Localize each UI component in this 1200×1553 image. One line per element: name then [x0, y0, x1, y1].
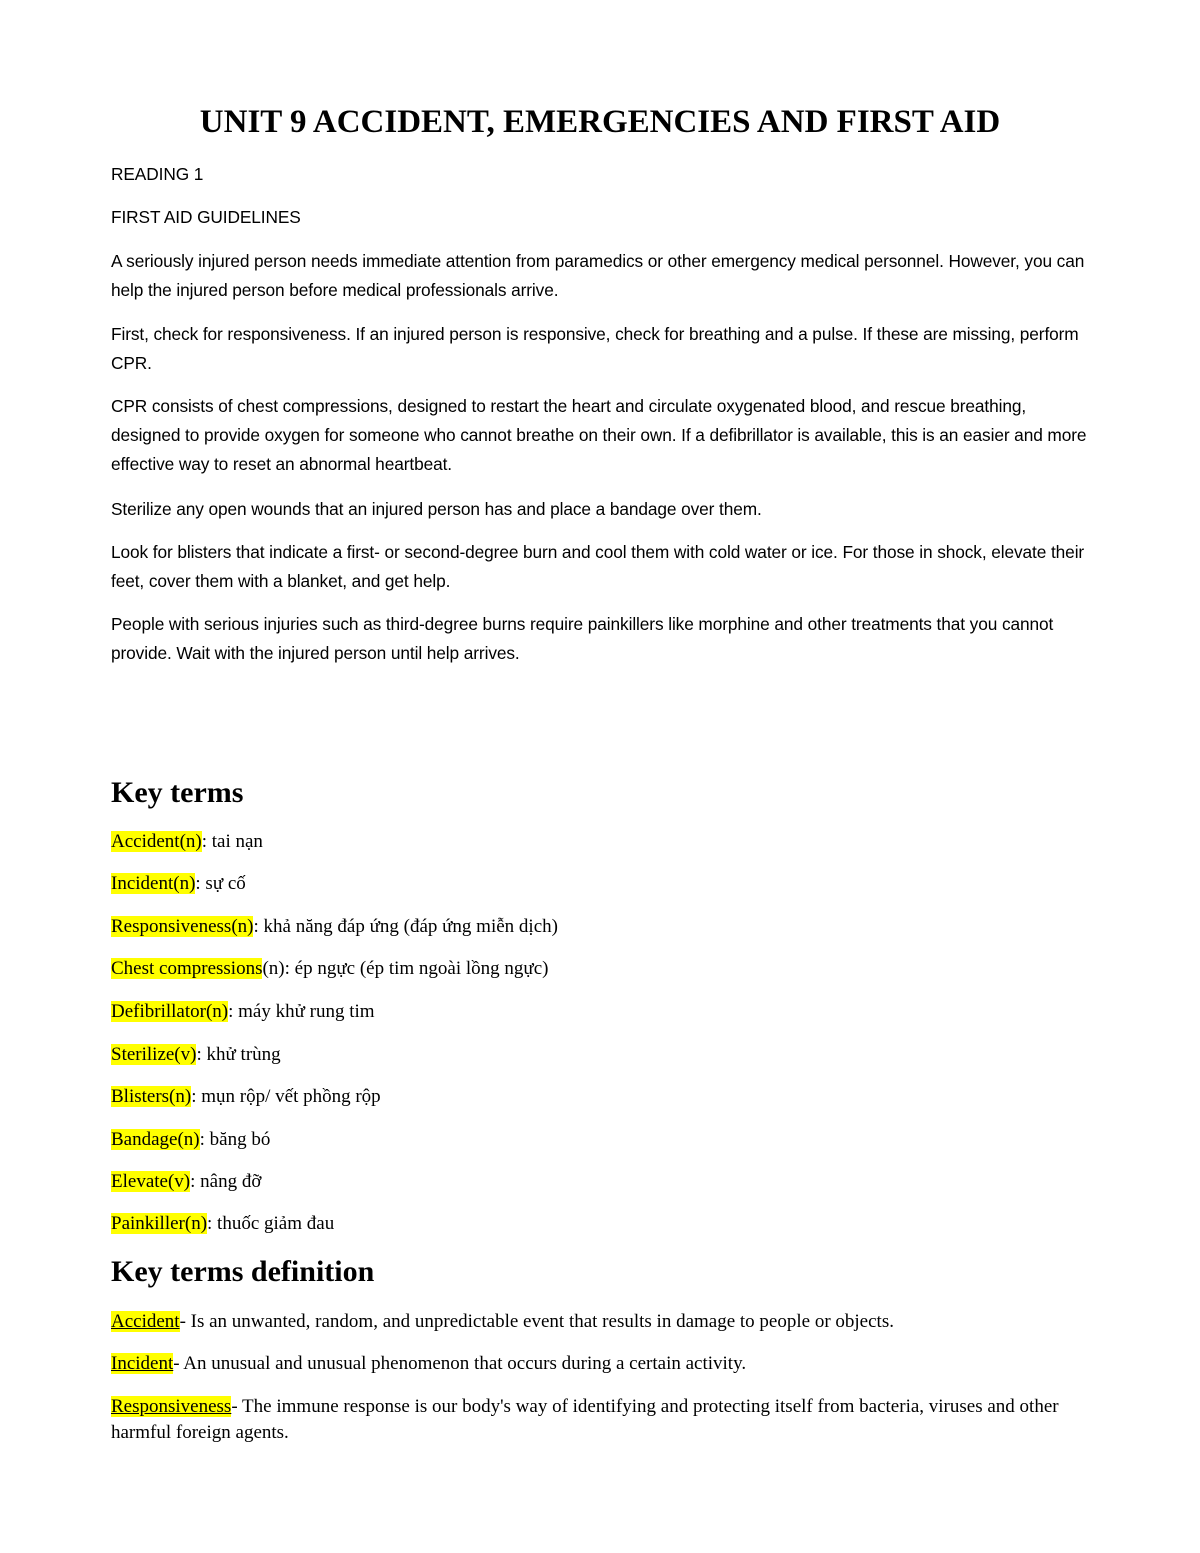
key-term-item	[111, 829, 263, 855]
key-term-item	[111, 999, 375, 1025]
key-term-translation: : máy khử rung tim	[228, 1001, 375, 1022]
paragraph-responsiveness: First, check for responsiveness. If an injured person is responsive, check for breathing and a pulse. If these are missing, perform CPR.	[111, 324, 1079, 373]
key-term-highlight: Sterilize(v)	[111, 1044, 197, 1065]
definition-text: - Is an unwanted, random, and unpredictable event that results in damage to people or objects.	[179, 1311, 894, 1332]
definition-term: Accident	[111, 1311, 180, 1332]
key-term-item	[111, 956, 548, 982]
key-term-item	[111, 1169, 261, 1195]
key-term-item	[111, 1127, 270, 1153]
key-term-highlight: Blisters(n)	[111, 1086, 192, 1107]
key-term-translation: : sự cố	[195, 873, 246, 894]
key-term-item	[111, 914, 558, 940]
definition-text: - An unusual and unusual phenomenon that occurs during a certain activity.	[173, 1353, 747, 1374]
key-term-translation: : tai nạn	[201, 831, 263, 852]
key-term-translation: : mụn rộp/ vết phồng rộp	[191, 1086, 381, 1107]
key-term-item	[111, 871, 246, 897]
key-term-highlight: Bandage(n)	[111, 1129, 200, 1150]
paragraph-sterilize: Sterilize any open wounds that an injured person has and place a bandage over them.	[111, 499, 762, 519]
key-term-highlight: Defibrillator(n)	[111, 1001, 229, 1022]
key-term-translation: : thuốc giảm đau	[207, 1213, 335, 1234]
key-term-highlight: Responsiveness(n)	[111, 916, 254, 937]
definition-item	[111, 1351, 1091, 1377]
definition-text: - The immune response is our body's way of identifying and protecting itself from bacteria, viruses and other harmful foreign agents.	[111, 1396, 1059, 1443]
key-term-item	[111, 1042, 281, 1068]
key-term-highlight: Elevate(v)	[111, 1171, 191, 1192]
definitions-heading: Key terms definition	[111, 1255, 375, 1288]
key-term-highlight: Accident(n)	[111, 831, 202, 852]
key-terms-heading: Key terms	[111, 776, 244, 809]
key-term-highlight: Incident(n)	[111, 873, 196, 894]
definition-term: Responsiveness	[111, 1396, 232, 1417]
key-term-highlight: Chest compressions	[111, 958, 263, 979]
reading-label: READING 1	[111, 164, 204, 184]
key-term-translation: : nâng đỡ	[190, 1171, 262, 1192]
definition-item	[111, 1394, 1091, 1446]
definition-term: Incident	[111, 1353, 174, 1374]
key-term-translation: : băng bó	[199, 1129, 271, 1150]
key-term-translation: : khử trùng	[196, 1044, 281, 1065]
key-term-highlight: Painkiller(n)	[111, 1213, 208, 1234]
paragraph-intro: A seriously injured person needs immediate attention from paramedics or other emergency medical personnel. However, you can help the injured person before medical professionals arrive.	[111, 251, 1085, 300]
definition-item	[111, 1309, 1091, 1335]
paragraph-cpr: CPR consists of chest compressions, designed to restart the heart and circulate oxygenated blood, and rescue breathing, designed to provide oxygen for someone who cannot breathe on their own. If a defibrillator is available, this is an easier and more effective way to reset an abnormal heartbeat.	[111, 396, 1087, 474]
paragraph-blisters: Look for blisters that indicate a first- or second-degree burn and cool them with cold water or ice. For those in shock, elevate their feet, cover them with a blanket, and get help.	[111, 542, 1085, 591]
reading-title: FIRST AID GUIDELINES	[111, 207, 301, 227]
paragraph-painkillers: People with serious injuries such as third-degree burns require painkillers like morphine and other treatments that you cannot provide. Wait with the injured person until help arrives.	[111, 614, 1054, 663]
key-term-item	[111, 1211, 334, 1237]
key-term-item	[111, 1084, 381, 1110]
document-title: UNIT 9 ACCIDENT, EMERGENCIES AND FIRST AID	[199, 104, 1001, 140]
key-term-translation: : khả năng đáp ứng (đáp ứng miễn dịch)	[253, 916, 558, 937]
key-term-translation: (n): ép ngực (ép tim ngoài lồng ngực)	[262, 958, 549, 979]
